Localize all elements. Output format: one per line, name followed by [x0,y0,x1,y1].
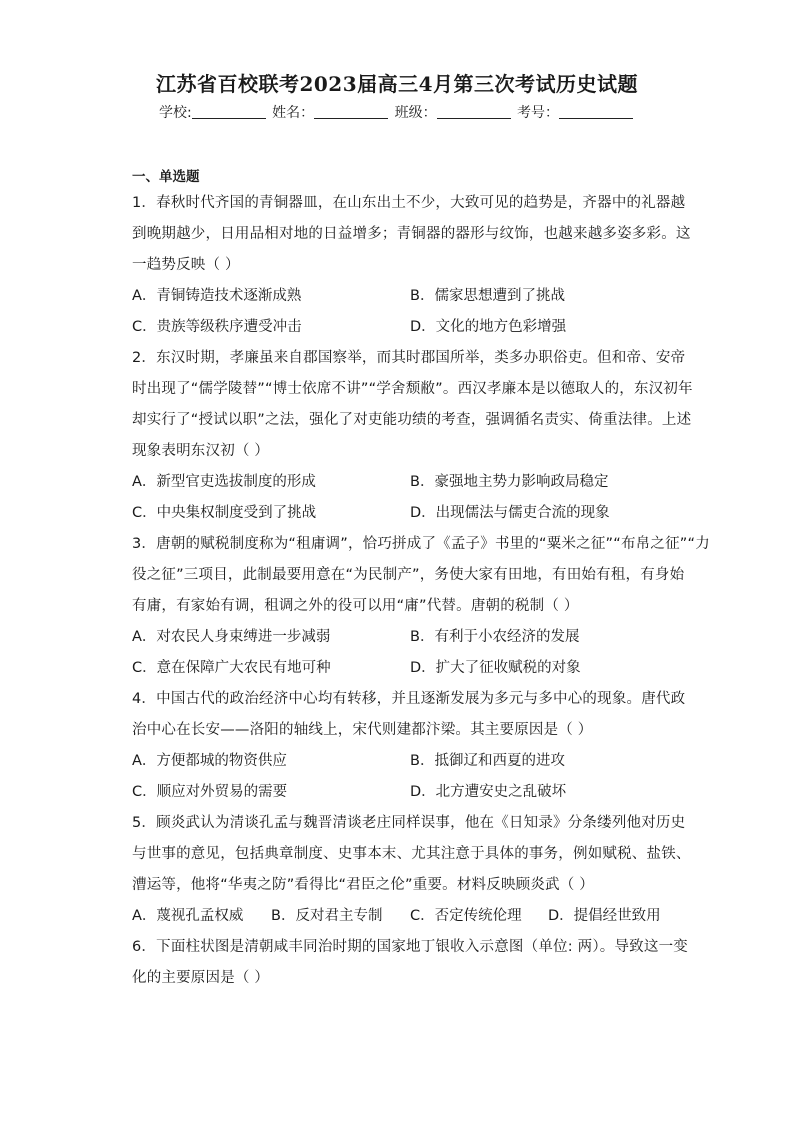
question-2-line-1: 2．东汉时期，孝廉虽来自郡国察举，而其时郡国所举，类多办职俗吏。但和帝、安帝 [132,350,686,366]
class-field[interactable]: 班级： [395,102,513,122]
question-1-option-a[interactable]: A．青铜铸造技术逐渐成熟 [132,288,302,304]
question-2-option-a[interactable]: A．新型官吏选拔制度的形成 [132,474,316,490]
question-5-option-d[interactable]: D．提倡经世致用 [548,908,661,924]
question-1-option-b[interactable]: B．儒家思想遭到了挑战 [410,288,565,304]
student-info-row [0,102,794,122]
question-1-line-2: 到晚期越少，日用品相对地的日益增多；青铜器的器形与纹饰，也越来越多姿多彩。这 [132,226,691,242]
school-field[interactable]: 学校: [159,102,268,122]
question-4-option-b[interactable]: B．抵御辽和西夏的进攻 [410,753,565,769]
page-title: 江苏省百校联考2023届高三4月第三次考试历史试题 [155,72,639,96]
question-4-option-d[interactable]: D．北方遭安史之乱破坏 [410,784,567,800]
question-1-line-1: 1．春秋时代齐国的青铜器皿，在山东出土不少，大致可见的趋势是，齐器中的礼器越 [132,195,686,211]
question-5-line-1: 5．顾炎武认为清谈孔孟与魏晋清谈老庄同样误事，他在《日知录》分条缕列他对历史 [132,815,686,831]
question-5-option-a[interactable]: A．蔑视孔孟权威 [132,908,244,924]
question-1-option-c[interactable]: C．贵族等级秩序遭受冲击 [132,319,302,335]
question-2-line-4: 现象表明东汉初（ ） [132,443,270,459]
name-field[interactable]: 姓名： [272,102,390,122]
class-blank[interactable] [437,104,511,119]
question-3-option-d[interactable]: D．扩大了征收赋税的对象 [410,660,581,676]
question-2-option-d[interactable]: D．出现儒法与儒吏合流的现象 [410,505,610,521]
name-blank[interactable] [314,104,388,119]
question-3-option-a[interactable]: A．对农民人身束缚进一步减弱 [132,629,331,645]
school-blank[interactable] [192,104,266,119]
question-3-option-b[interactable]: B．有利于小农经济的发展 [410,629,580,645]
question-3-line-3: 有庸，有家始有调，租调之外的役可以用“庸”代替。唐朝的税制（ ） [132,598,579,614]
question-5-option-b[interactable]: B．反对君主专制 [271,908,383,924]
question-2-option-b[interactable]: B．豪强地主势力影响政局稳定 [410,474,609,490]
exam-number-field[interactable]: 考号： [517,102,635,122]
question-2-line-3: 却实行了“授试以职”之法，强化了对吏能功绩的考查，强调循名责实、倚重法律。上述 [132,412,692,428]
question-6-line-2: 化的主要原因是（ ） [132,970,270,986]
question-5-option-c[interactable]: C．否定传统伦理 [410,908,522,924]
question-3-line-1: 3．唐朝的赋税制度称为“租庸调”，恰巧拼成了《孟子》书里的“粟米之征”“布帛之征”“力 [132,536,710,552]
question-6-line-1: 6．下面柱状图是清朝咸丰同治时期的国家地丁银收入示意图（单位: 两）。导致这一变 [132,939,688,955]
question-2-option-c[interactable]: C．中央集权制度受到了挑战 [132,505,317,521]
exam-number-blank[interactable] [559,104,633,119]
question-4-option-a[interactable]: A．方便都城的物资供应 [132,753,287,769]
question-4-line-2: 治中心在长安——洛阳的轴线上，宋代则建都汴梁。其主要原因是（ ） [132,722,593,738]
question-5-line-2: 与世事的意见，包括典章制度、史事本末、尤其注意于具体的事务，例如赋税、盐铁、 [132,846,691,862]
question-2-line-2: 时出现了“儒学陵替”“博士依席不讲”“学舍颓敝”。西汉孝廉本是以德取人的，东汉初年 [132,381,693,397]
question-5-line-3: 漕运等，他将“华夷之防”看得比“君臣之伦”重要。材料反映顾炎武（ ） [132,877,594,893]
question-3-option-c[interactable]: C．意在保障广大农民有地可种 [132,660,331,676]
question-3-line-2: 役之征”三项目，此制最要用意在“为民制产”，务使大家有田地，有田始有租，有身始 [132,567,685,583]
question-1-option-d[interactable]: D．文化的地方色彩增强 [410,319,567,335]
question-4-option-c[interactable]: C．顺应对外贸易的需要 [132,784,288,800]
section-heading: 一、单选题 [132,169,200,185]
question-1-line-3: 一趋势反映（ ） [132,257,240,273]
question-4-line-1: 4．中国古代的政治经济中心均有转移，并且逐渐发展为多元与多中心的现象。唐代政 [132,691,686,707]
